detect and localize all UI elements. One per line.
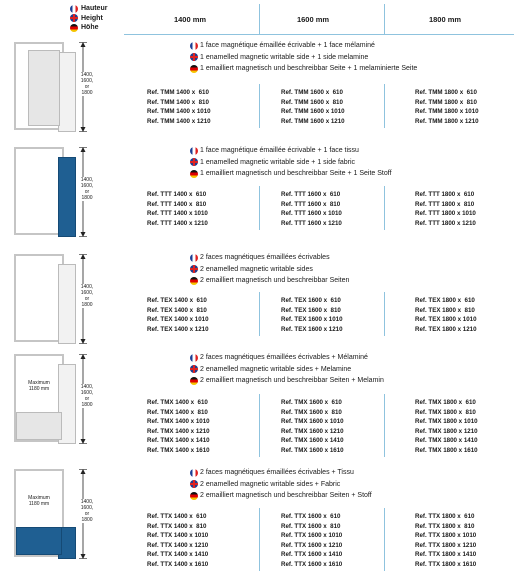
height-options-label: 1400, 1600, or 1800 [76,499,98,523]
description-text: 1 enamelled magnetic writable side + 1 side fabric [200,158,356,166]
uk-flag-icon [190,53,198,61]
column-divider [259,508,260,571]
product-description [190,252,349,287]
reference-code: Ref. TTT 1800 x 810 [415,200,475,208]
panel-frame [14,254,64,342]
fr-flag-icon [190,147,198,155]
description-line-uk [190,157,392,169]
reference-list-1600mm [281,398,344,455]
fr-flag-icon [70,5,78,13]
panel-diagram [14,354,104,444]
reference-code: Ref. TMM 1600 x 1010 [281,108,345,115]
reference-code: Ref. TEX 1400 x 1210 [147,325,209,333]
reference-code: Ref. TEX 1600 x 810 [281,306,341,314]
reference-code: Ref. TTT 1600 x 810 [281,200,341,208]
description-line-fr [190,40,417,52]
lang-row-fr [70,4,107,14]
reference-code: Ref. TMX 1600 x 1410 [281,437,344,444]
column-divider [259,394,260,457]
column-divider [259,292,260,336]
reference-code: Ref. TMM 1400 x 1010 [147,108,211,115]
description-text: 2 enamelled magnetic writable sides + Melamine [200,365,352,373]
fr-flag-icon [190,42,198,50]
reference-code: Ref. TMX 1600 x 1010 [281,418,344,425]
panel-diagram [14,254,104,344]
column-divider [384,186,385,230]
reference-code: Ref. TTX 1800 x 1010 [415,532,477,539]
reference-code: Ref. TTT 1400 x 1210 [147,219,208,227]
uk-flag-icon [190,480,198,488]
description-text: 2 faces magnétiques émaillées écrivables + Mélaminé [200,354,368,361]
reference-list-1400mm [147,296,209,334]
reference-list-1800mm [415,398,478,455]
fabric-lower-face [16,527,62,555]
height-label-fr: Hauteur [81,5,108,12]
column-header-1800: 1800 mm [428,15,462,24]
reference-code: Ref. TTT 1400 x 810 [147,200,207,208]
description-line-uk [190,52,417,64]
reference-code: Ref. TTX 1800 x 1210 [415,541,477,549]
header-divider [124,34,514,35]
height-label-de: Höhe [81,24,99,31]
column-divider [259,186,260,230]
reference-code: Ref. TTX 1400 x 1610 [147,560,209,568]
lang-row-de [70,23,107,33]
description-text: 2 faces magnétiques émaillées écrivables [200,254,330,261]
fr-flag-icon [190,254,198,262]
reference-code: Ref. TMX 1800 x 1610 [415,446,478,454]
reference-code: Ref. TTX 1600 x 810 [281,522,341,530]
reference-code: Ref. TTT 1800 x 610 [415,191,475,198]
reference-code: Ref. TMM 1800 x 1010 [415,108,479,115]
height-label-en: Height [81,14,103,22]
product-section-ttx [0,465,514,575]
description-line-fr [190,352,384,364]
height-options-label: 1400, 1600, or 1800 [76,72,98,96]
reference-list-1600mm [281,190,342,228]
panel-side [58,52,76,132]
column-divider [259,4,260,34]
column-divider [384,508,385,571]
reference-code: Ref. TEX 1800 x 1210 [415,325,477,333]
description-text: 2 emailliert magnetisch und beschreibbar Seiten [200,277,350,284]
reference-code: Ref. TMX 1800 x 810 [415,408,476,416]
lang-row-uk [70,14,107,24]
description-line-de [190,275,349,287]
reference-code: Ref. TMM 1600 x 610 [281,89,343,96]
de-flag-icon [190,492,198,500]
product-section-tmm [0,38,514,148]
reference-code: Ref. TTX 1600 x 610 [281,513,341,520]
reference-code: Ref. TEX 1400 x 610 [147,297,207,304]
description-text: 1 face magnétique émaillée écrivable + 1 face mélaminé [200,42,375,49]
reference-code: Ref. TMM 1400 x 1210 [147,117,211,125]
reference-list-1800mm [415,88,479,126]
description-text: 2 enamelled magnetic writable sides [200,265,313,273]
uk-flag-icon [190,265,198,273]
column-divider [384,394,385,457]
reference-code: Ref. TTX 1600 x 1410 [281,551,343,558]
product-description [190,40,417,75]
reference-code: Ref. TTX 1400 x 810 [147,522,207,530]
reference-code: Ref. TTX 1400 x 1010 [147,532,209,539]
description-text: 1 emailliert magnetisch und beschreibbar Seite + 1 Seite Stoff [200,170,392,177]
description-line-de [190,490,372,502]
description-text: 2 emailliert magnetisch und beschreibbar Seiten + Stoff [200,492,372,499]
description-line-de [190,168,392,180]
reference-code: Ref. TEX 1400 x 1010 [147,316,209,323]
fr-flag-icon [190,354,198,362]
description-text: 1 emailliert magnetisch und beschreibbar Seite + 1 melaminierte Seite [200,65,418,72]
reference-code: Ref. TMX 1600 x 810 [281,408,342,416]
reference-code: Ref. TMM 1800 x 610 [415,89,477,96]
reference-code: Ref. TMM 1800 x 1210 [415,117,479,125]
uk-flag-icon [190,365,198,373]
height-language-legend [70,4,107,33]
description-text: 2 enamelled magnetic writable sides + Fabric [200,480,341,488]
reference-code: Ref. TMX 1800 x 1410 [415,437,478,444]
description-line-de [190,63,417,75]
reference-code: Ref. TMM 1400 x 810 [147,98,209,106]
product-section-tmx [0,350,514,460]
height-options-label: 1400, 1600, or 1800 [76,177,98,201]
reference-code: Ref. TEX 1600 x 610 [281,297,341,304]
reference-list-1400mm [147,88,211,126]
reference-code: Ref. TMX 1400 x 810 [147,408,208,416]
description-text: 2 emailliert magnetisch und beschreibbar Seiten + Melamin [200,377,384,384]
reference-code: Ref. TMM 1400 x 610 [147,89,209,96]
description-text: 1 enamelled magnetic writable side + 1 side melamine [200,53,369,61]
description-line-uk [190,479,372,491]
reference-code: Ref. TTX 1600 x 1610 [281,560,343,568]
product-section-ttt [0,143,514,253]
column-divider [259,84,260,128]
maximum-height-label: Maximum 1180 mm [26,495,52,507]
reference-list-1400mm [147,190,208,228]
reference-code: Ref. TTX 1800 x 1410 [415,551,477,558]
reference-code: Ref. TMX 1600 x 1210 [281,427,344,435]
reference-list-1600mm [281,88,345,126]
description-line-uk [190,264,349,276]
reference-code: Ref. TEX 1800 x 610 [415,297,475,304]
de-flag-icon [190,170,198,178]
reference-code: Ref. TTX 1400 x 1210 [147,541,209,549]
reference-code: Ref. TTT 1600 x 1210 [281,219,342,227]
description-line-fr [190,145,392,157]
reference-list-1400mm [147,512,208,569]
reference-code: Ref. TMX 1800 x 1210 [415,427,478,435]
panel-diagram [14,42,104,132]
description-text: 1 face magnétique émaillée écrivable + 1 face tissu [200,147,359,154]
panel-side [58,264,76,344]
reference-list-1800mm [415,512,476,569]
reference-code: Ref. TTX 1800 x 810 [415,522,475,530]
uk-flag-icon [70,14,78,22]
fr-flag-icon [190,469,198,477]
reference-code: Ref. TTT 1400 x 1010 [147,210,208,217]
reference-code: Ref. TTX 1800 x 1610 [415,560,477,568]
reference-code: Ref. TMM 1600 x 810 [281,98,343,106]
reference-code: Ref. TTX 1600 x 1010 [281,532,343,539]
panel-frame [14,147,64,235]
de-flag-icon [190,65,198,73]
melamine-lower-face [16,412,62,440]
panel-diagram [14,147,104,237]
de-flag-icon [190,277,198,285]
column-divider [384,84,385,128]
reference-code: Ref. TTX 1600 x 1210 [281,541,343,549]
reference-list-1600mm [281,296,343,334]
reference-code: Ref. TMX 1600 x 1610 [281,446,344,454]
height-options-label: 1400, 1600, or 1800 [76,384,98,408]
reference-code: Ref. TEX 1800 x 810 [415,306,475,314]
column-divider [384,4,385,34]
reference-code: Ref. TTT 1800 x 1010 [415,210,476,217]
reference-list-1800mm [415,296,477,334]
reference-code: Ref. TTT 1600 x 1010 [281,210,342,217]
reference-code: Ref. TEX 1600 x 1210 [281,325,343,333]
reference-code: Ref. TTX 1400 x 1410 [147,551,209,558]
reference-code: Ref. TMX 1600 x 610 [281,399,342,406]
reference-code: Ref. TMX 1400 x 1210 [147,427,210,435]
panel-side [58,157,76,237]
column-divider [384,292,385,336]
uk-flag-icon [190,158,198,166]
maximum-height-label: Maximum 1180 mm [26,380,52,392]
description-line-de [190,375,384,387]
height-options-label: 1400, 1600, or 1800 [76,284,98,308]
reference-code: Ref. TTX 1400 x 610 [147,513,207,520]
reference-list-1600mm [281,512,342,569]
description-line-fr [190,467,372,479]
reference-code: Ref. TMM 1600 x 1210 [281,117,345,125]
reference-code: Ref. TMX 1400 x 1410 [147,437,210,444]
reference-code: Ref. TEX 1800 x 1010 [415,316,477,323]
product-description [190,352,384,387]
reference-code: Ref. TTT 1600 x 610 [281,191,341,198]
reference-code: Ref. TEX 1400 x 810 [147,306,207,314]
reference-list-1800mm [415,190,476,228]
reference-code: Ref. TMX 1400 x 1610 [147,446,210,454]
reference-code: Ref. TMX 1400 x 1010 [147,418,210,425]
reference-code: Ref. TMM 1800 x 810 [415,98,477,106]
description-line-uk [190,364,384,376]
column-header-1400: 1400 mm [173,15,207,24]
product-section-tex [0,250,514,360]
product-description [190,467,372,502]
reference-code: Ref. TMX 1800 x 1010 [415,418,478,425]
column-header-1600: 1600 mm [296,15,330,24]
description-line-fr [190,252,349,264]
de-flag-icon [190,377,198,385]
reference-code: Ref. TTT 1800 x 1210 [415,219,476,227]
reference-code: Ref. TEX 1600 x 1010 [281,316,343,323]
reference-code: Ref. TMX 1800 x 610 [415,399,476,406]
description-text: 2 faces magnétiques émaillées écrivables + Tissu [200,469,354,476]
panel-diagram [14,469,104,559]
melamine-face [28,50,60,126]
de-flag-icon [70,24,78,32]
product-description [190,145,392,180]
reference-code: Ref. TMX 1400 x 610 [147,399,208,406]
reference-code: Ref. TTX 1800 x 610 [415,513,475,520]
reference-list-1400mm [147,398,210,455]
reference-code: Ref. TTT 1400 x 610 [147,191,207,198]
